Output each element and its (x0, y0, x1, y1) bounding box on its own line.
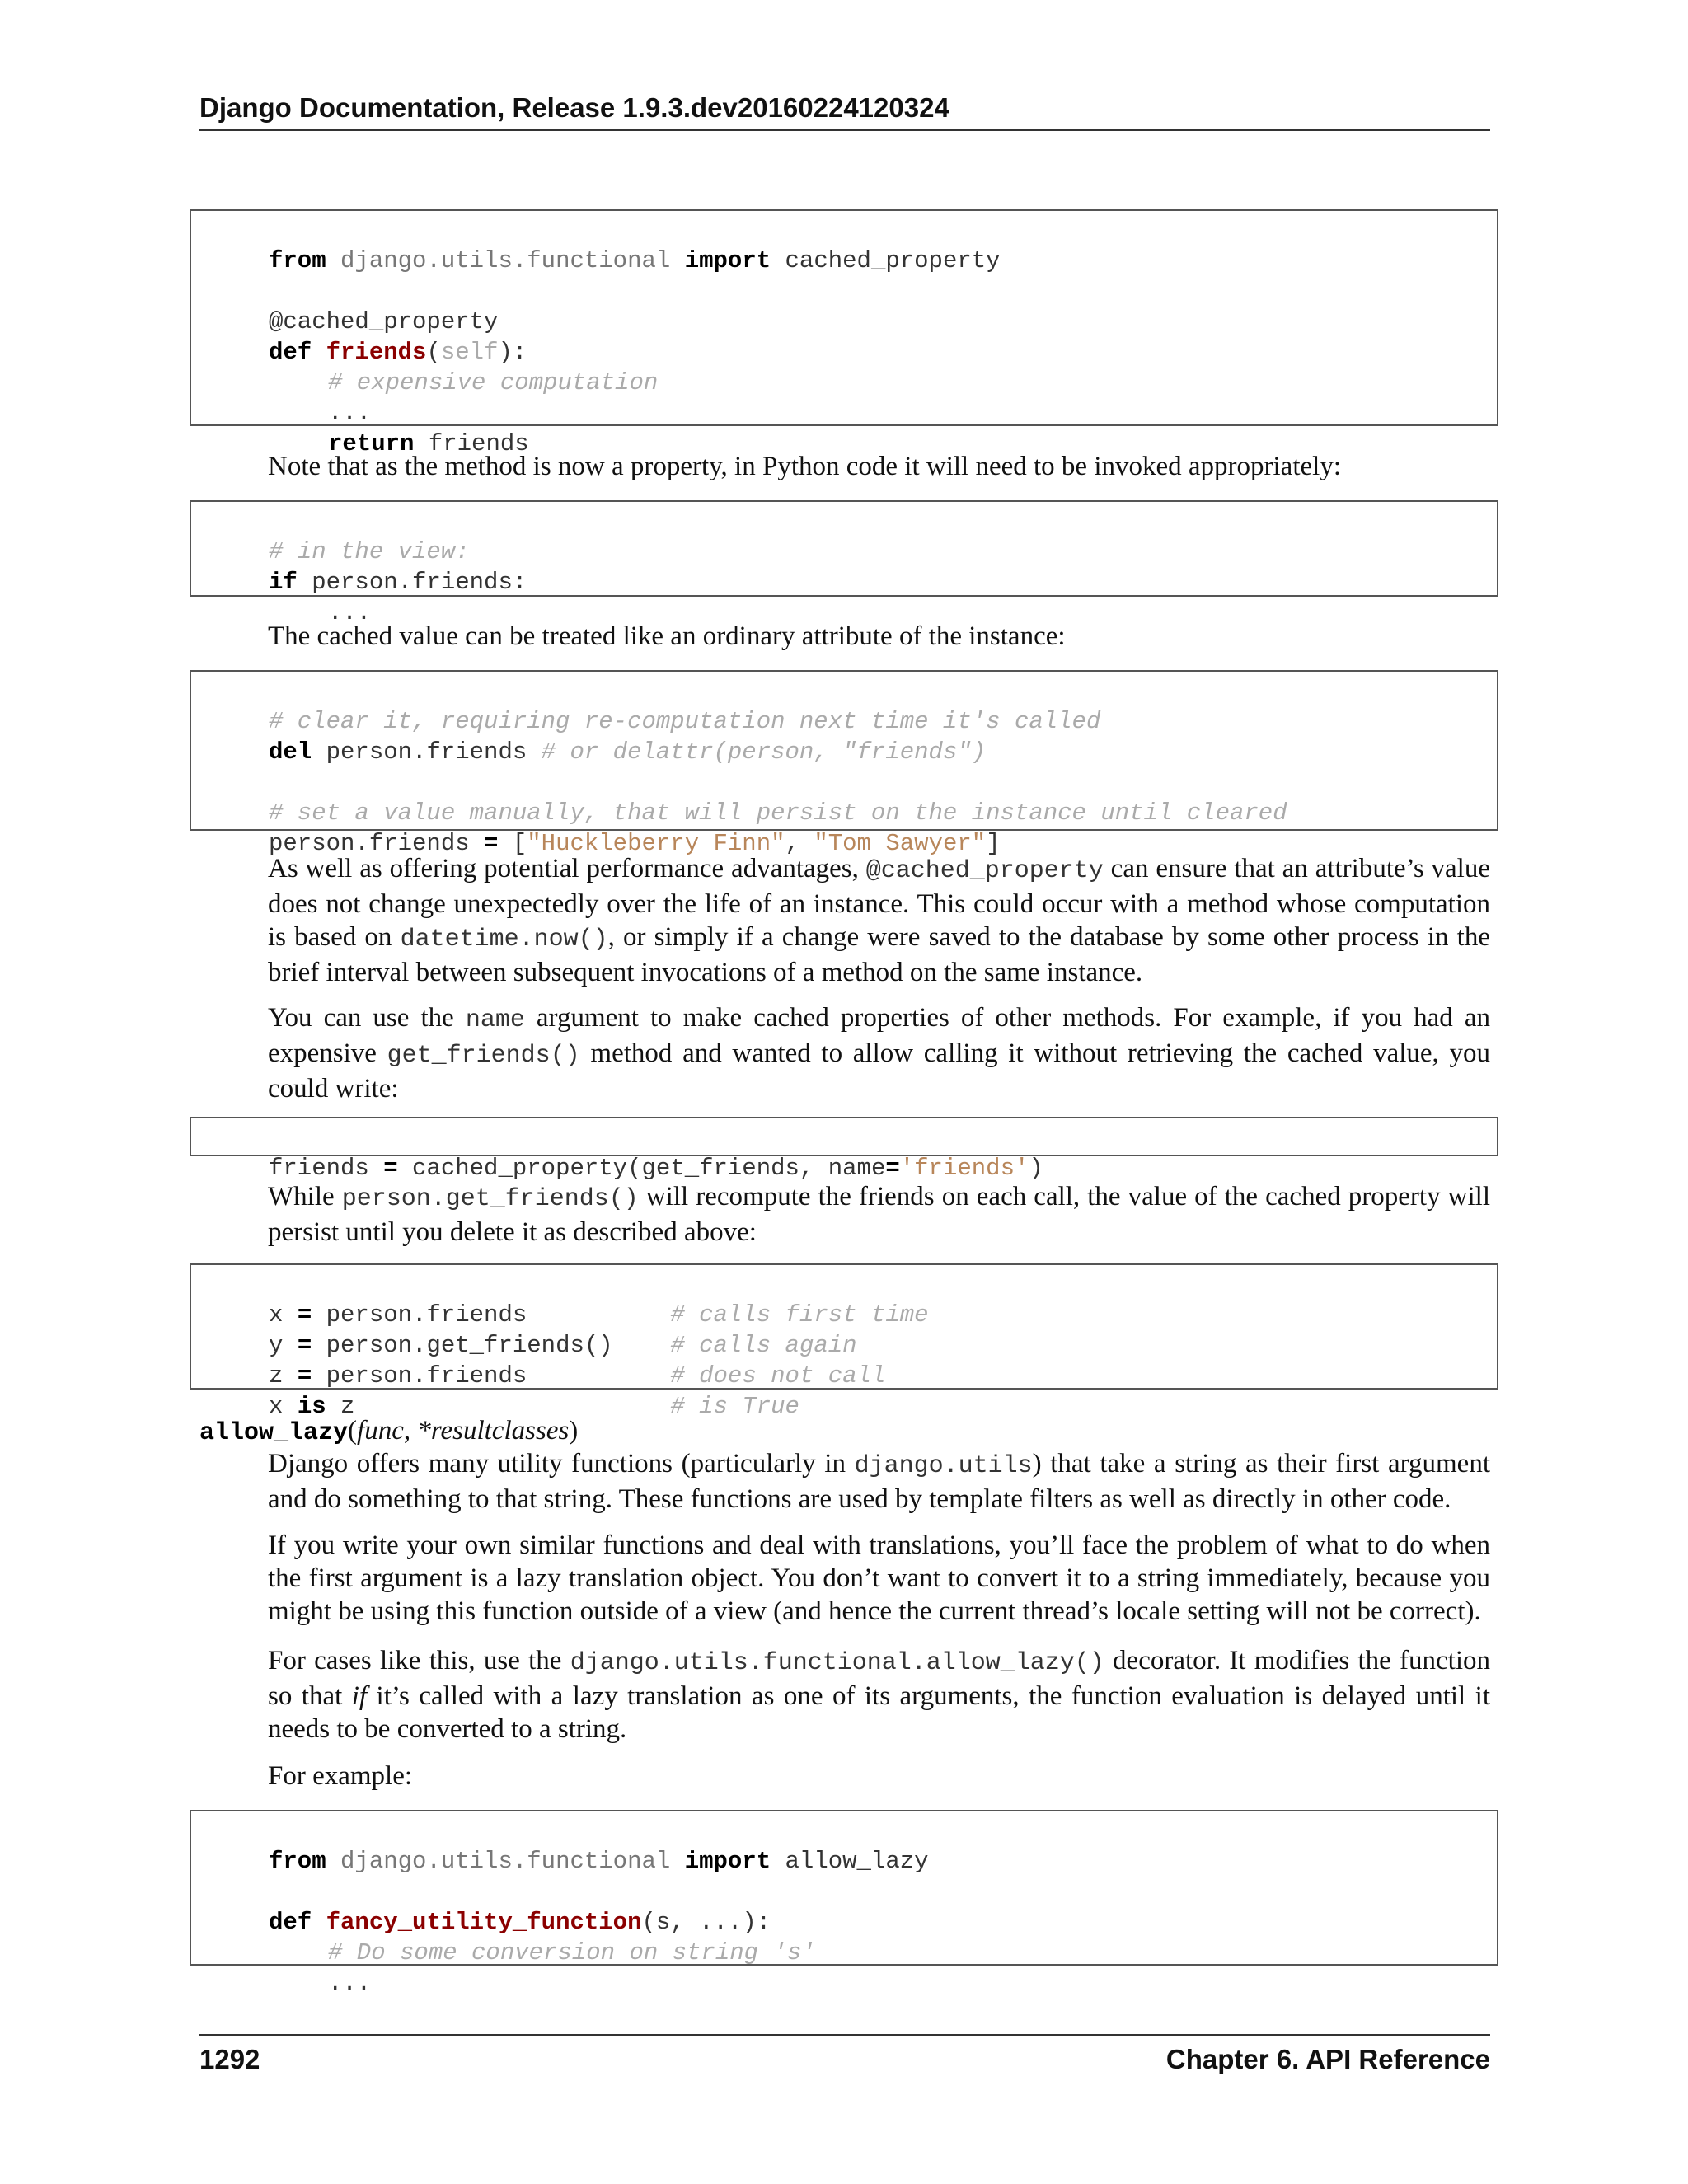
code-line (269, 737, 1497, 767)
code-name: x (269, 1393, 284, 1420)
text-run: it’s called with a lazy translation as one of its arguments, the function evaluation is delayed until it needs to be converted to a string. (268, 1681, 1490, 1744)
signature-param: *resultclasses (417, 1416, 570, 1446)
code-keyword: del (269, 738, 312, 766)
text-run: decorator. It modifies the function so that (268, 1646, 1490, 1711)
code-expression: person.get_friends() (326, 1332, 642, 1359)
code-punct: ] (986, 830, 1001, 857)
code-expression: z (340, 1393, 642, 1420)
code-keyword: def (269, 1909, 312, 1936)
code-line-blank (269, 1877, 1497, 1907)
code-name: cached_property (785, 247, 1001, 274)
code-keyword: return (328, 430, 415, 457)
code-comment: # calls first time (670, 1301, 929, 1329)
paragraph-decorator (268, 1644, 1490, 1746)
code-ellipsis: ... (328, 1970, 372, 1997)
code-line (269, 1330, 1497, 1361)
code-block-allow-lazy-example (190, 1810, 1498, 1997)
code-module: django.utils.functional (340, 1848, 671, 1875)
code-name: friends (428, 430, 529, 457)
code-expression: person.friends: (312, 569, 528, 596)
code-line (269, 1153, 1497, 1183)
code-operator: = (297, 1301, 312, 1329)
text-run: You can use the (268, 1003, 466, 1033)
code-keyword: if (269, 569, 298, 596)
signature-punct: ) (569, 1416, 579, 1446)
code-line (269, 1846, 1497, 1877)
code-line (269, 537, 1497, 567)
code-expression: person.friends (326, 1301, 642, 1329)
code-punct: [ (512, 830, 528, 857)
code-comment: # is True (670, 1393, 799, 1420)
paragraph-utility-functions (268, 1447, 1490, 1516)
code-name: friends (269, 1155, 369, 1182)
footer-rule (199, 2034, 1490, 2036)
code-line (269, 1938, 1497, 1968)
code-line (269, 246, 1497, 276)
code-operator: = (484, 830, 499, 857)
page-number: 1292 (199, 2044, 260, 2074)
code-line (269, 1361, 1497, 1391)
text-run: argument to make cached properties of other methods. For example, if you had an expensive (268, 1003, 1490, 1068)
emphasis: if (351, 1681, 368, 1711)
signature-punct: ( (348, 1416, 358, 1446)
code-operator: = (885, 1155, 900, 1182)
text-run: ) that take a string as their first argument and do something to that string. These functions are used by template filters as well as directly in other code. (268, 1449, 1490, 1514)
signature-param: func (357, 1416, 404, 1446)
paragraph-cached-value: The cached value can be treated like an ordinary attribute of the instance: (268, 621, 1066, 651)
code-line (269, 798, 1497, 828)
code-function-name: friends (326, 339, 427, 366)
code-comment: # calls again (670, 1332, 857, 1359)
code-keyword: from (269, 247, 326, 274)
code-string: "Huckleberry Finn" (527, 830, 785, 857)
inline-code: datetime.now() (400, 926, 608, 954)
inline-code: person.get_friends() (341, 1185, 639, 1213)
code-line (269, 337, 1497, 368)
code-name: allow_lazy (785, 1848, 929, 1875)
code-operator: = (297, 1332, 312, 1359)
code-line (269, 1907, 1497, 1938)
code-comment: # does not call (670, 1362, 886, 1390)
code-expression: cached_property(get_friends, name (412, 1155, 886, 1182)
page-header-title: Django Documentation, Release 1.9.3.dev20160224120324 (199, 92, 950, 123)
code-line (269, 368, 1497, 398)
paragraph-recompute (268, 1180, 1490, 1249)
code-expression: person.friends (269, 830, 470, 857)
inline-code: django.utils.functional.allow_lazy() (570, 1649, 1104, 1677)
text-run: While (268, 1182, 342, 1212)
code-comment: # set a value manually, that will persist on the instance until cleared (269, 799, 1287, 827)
inline-code: @cached_property (865, 857, 1104, 885)
code-expression: person.friends (326, 738, 528, 766)
code-expression: person.friends (326, 1362, 642, 1390)
code-name: y (269, 1332, 284, 1359)
text-run: As well as offering potential performance advantages, (268, 854, 866, 883)
code-operator: = (297, 1362, 312, 1390)
chapter-title: Chapter 6. API Reference (1165, 2044, 1490, 2074)
code-punct: ): (498, 339, 528, 366)
code-operator: = (383, 1155, 398, 1182)
code-line-blank (269, 767, 1497, 798)
inline-code: get_friends() (387, 1042, 580, 1070)
code-line (269, 567, 1497, 598)
paragraph-translations: If you write your own similar functions and deal with translations, you’ll face the problem of what to do when the first argument is a lazy translation object. You don’t want to convert it to a string immediately, because you might be using this function outside of a view (and hence the current thread’s locale setting will not be correct). (268, 1530, 1490, 1626)
code-line (269, 307, 1497, 337)
code-block-cached-property-import (190, 209, 1498, 457)
code-line-blank (269, 276, 1497, 307)
code-keyword: import (684, 1848, 771, 1875)
code-line (269, 398, 1497, 429)
code-line (269, 1300, 1497, 1330)
code-block-comparison (190, 1263, 1498, 1420)
code-name: z (269, 1362, 284, 1390)
code-punct: ) (1029, 1155, 1043, 1182)
paragraph-invoke-note: Note that as the method is now a property, in Python code it will need to be invoked appropriately: (268, 452, 1341, 481)
code-comment: # expensive computation (328, 369, 659, 396)
code-punct: , (785, 830, 799, 857)
code-keyword: def (269, 339, 312, 366)
code-keyword: import (684, 247, 771, 274)
text-run: , or simply if a change were saved to the database by some other process in the brief interval between subsequent invocations of a method on the same instance. (268, 922, 1490, 987)
code-ellipsis: ... (328, 400, 372, 427)
paragraph-for-example: For example: (268, 1761, 413, 1791)
code-line (269, 1968, 1497, 1999)
code-module: django.utils.functional (340, 247, 671, 274)
code-ellipsis: ... (328, 599, 372, 626)
function-name: allow_lazy (199, 1419, 349, 1447)
code-keyword: from (269, 1848, 326, 1875)
header-rule (199, 129, 1490, 131)
code-string: 'friends' (899, 1155, 1029, 1182)
code-block-view-usage (190, 500, 1498, 626)
code-name: x (269, 1301, 284, 1329)
code-param: self (440, 339, 499, 366)
code-block-name-usage (190, 1117, 1498, 1182)
code-string: "Tom Sawyer" (814, 830, 987, 857)
code-comment: # clear it, requiring re-computation next time it's called (269, 708, 1101, 735)
code-block-clear-set (190, 670, 1498, 857)
paragraph-performance (268, 852, 1490, 989)
paragraph-name-argument (268, 1001, 1490, 1105)
text-run: For cases like this, use the (268, 1646, 570, 1675)
code-comment: # in the view: (269, 538, 470, 565)
signature-punct: , (403, 1416, 418, 1446)
code-decorator: @cached_property (269, 308, 499, 335)
code-comment: # or delattr(person, "friends") (541, 738, 987, 766)
code-line (269, 706, 1497, 737)
text-run: method and wanted to allow calling it without retrieving the cached value, you could write: (268, 1038, 1491, 1104)
text-run: Django offers many utility functions (particularly in (268, 1449, 855, 1479)
text-run: can ensure that an attribute’s value does not change unexpectedly over the life of an instance. This could occur with a method whose computation is based on (268, 854, 1490, 952)
inline-code: name (465, 1006, 525, 1034)
function-signature-allow-lazy (199, 1414, 578, 1450)
text-run: will recompute the friends on each call, the value of the cached property will persist until you delete it as described above: (268, 1182, 1490, 1247)
code-punct: ( (426, 339, 441, 366)
code-params: (s, ...): (641, 1909, 771, 1936)
inline-code: django.utils (854, 1452, 1033, 1480)
code-operator: is (297, 1393, 326, 1420)
code-comment: # Do some conversion on string 's' (328, 1939, 816, 1966)
code-function-name: fancy_utility_function (326, 1909, 642, 1936)
